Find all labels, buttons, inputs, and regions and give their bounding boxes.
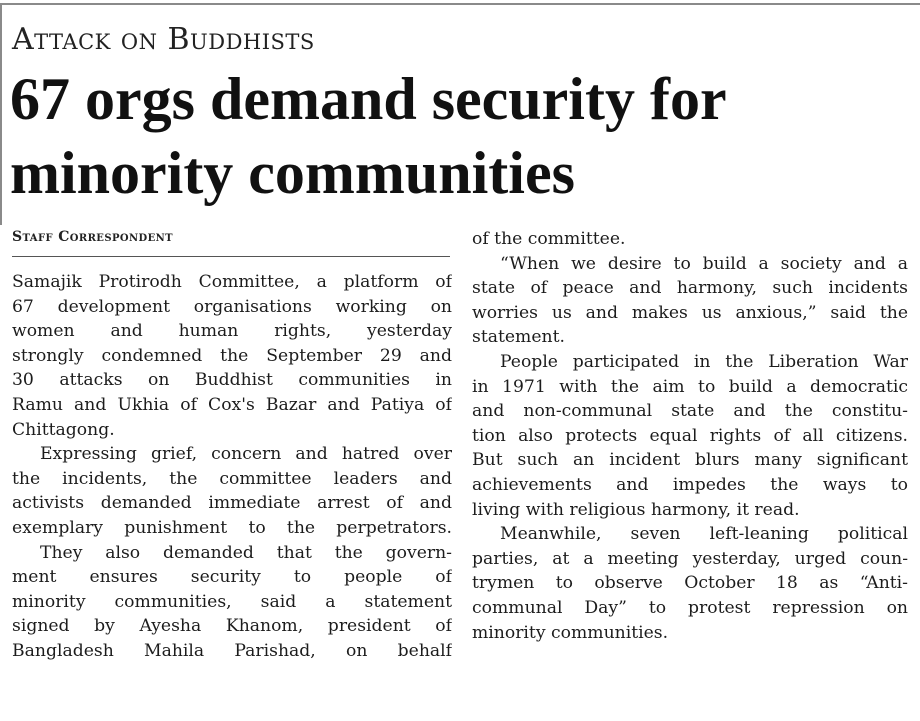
body-line: Chittagong. (12, 419, 115, 440)
article-column-left (12, 270, 452, 664)
body-line: the incidents, the committee leaders and (12, 468, 452, 489)
headline-line: 67 orgs demand security for (10, 66, 727, 132)
body-line: They also demanded that the govern- (40, 542, 452, 563)
body-line: “When we desire to build a society and a (500, 253, 908, 274)
body-line: activists demanded immediate arrest of and (12, 493, 452, 514)
body-line: strongly condemned the September 29 and (12, 345, 452, 366)
body-line: and non-communal state and the constitu- (472, 401, 908, 422)
body-line: living with religious harmony, it read. (472, 499, 800, 520)
body-line: communal Day” to protest repression on (472, 597, 908, 618)
body-line: minority communities, said a statement (12, 591, 452, 612)
body-line: 67 development organisations working on (12, 296, 452, 317)
body-line: Expressing grief, concern and hatred over (40, 444, 452, 465)
body-line: People participated in the Liberation War (500, 351, 908, 372)
kicker: Attack on Buddhists (12, 22, 315, 57)
headline-line: minority communities (10, 140, 575, 206)
body-line: women and human rights, yesterday (12, 321, 452, 342)
body-line: Bangladesh Mahila Parishad, on behalf (12, 640, 452, 661)
article-column-right (472, 227, 908, 645)
byline-divider (12, 256, 450, 257)
body-line: parties, at a meeting yesterday, urged coun- (472, 548, 908, 569)
body-line: trymen to observe October 18 as “Anti- (472, 573, 908, 594)
body-line: signed by Ayesha Khanom, president of (12, 616, 452, 637)
body-line: But such an incident blurs many significant (472, 450, 908, 471)
body-line: ment ensures security to people of (12, 567, 452, 588)
body-line: tion also protects equal rights of all citizens. (472, 425, 908, 446)
body-line: 30 attacks on Buddhist communities in (12, 370, 452, 391)
body-line: statement. (472, 327, 565, 348)
body-line: in 1971 with the aim to build a democratic (472, 376, 908, 397)
body-line: Samajik Protirodh Committee, a platform of (12, 272, 452, 292)
top-border-rule (0, 3, 920, 5)
body-line: achievements and impedes the ways to (472, 474, 908, 495)
body-line: exemplary punishment to the perpetrators. (12, 517, 452, 538)
left-border-rule (0, 3, 2, 225)
body-line: minority communities. (472, 622, 669, 643)
byline: Staff Correspondent (12, 229, 174, 245)
body-line: Ramu and Ukhia of Cox's Bazar and Patiya of (12, 394, 452, 415)
body-line: Meanwhile, seven left-leaning political (500, 524, 908, 545)
body-line: state of peace and harmony, such incidents (472, 278, 908, 299)
body-line: of the committee. (472, 229, 626, 249)
body-line: worries us and makes us anxious,” said the (472, 302, 908, 323)
headline (10, 62, 910, 210)
